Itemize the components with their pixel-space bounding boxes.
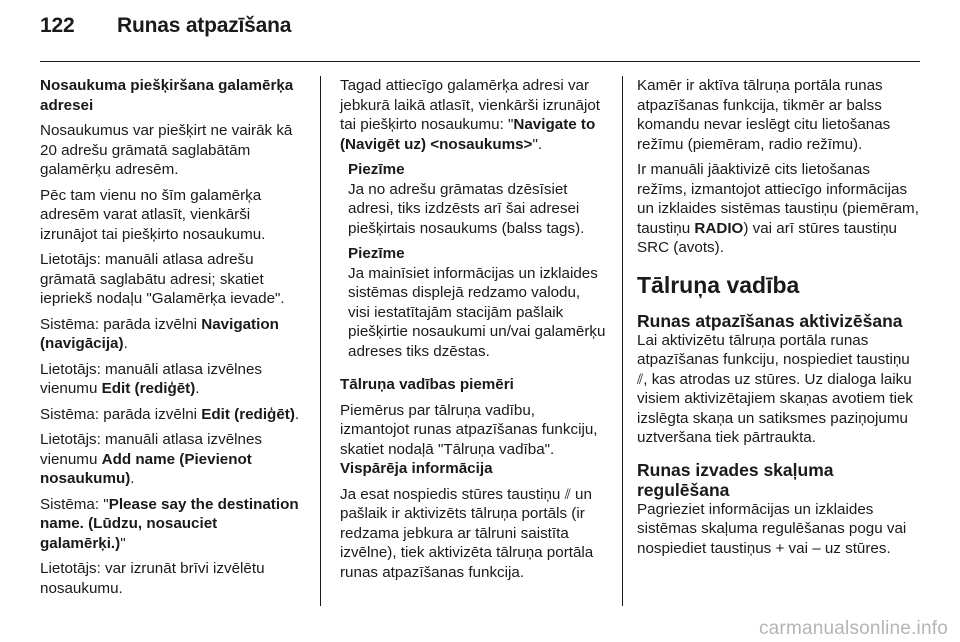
paragraph: Piemērus par tālruņa vadību, izmantojot runas atpazīšanas funkciju, skatiet nodaļā "Tālruņa vadība".	[340, 401, 598, 458]
note-text: Ja no adrešu grāmatas dzēsīsiet adresi, tiks izdzēsts arī šai adresei piešķirtais nosaukums (balss tags).	[348, 180, 585, 237]
column-divider-2	[622, 76, 623, 606]
column-divider-1	[320, 76, 321, 606]
paragraph: Lietotājs: manuāli atlasa izvēlnes vienumu Add name (Pievienot nosaukumu).	[40, 431, 263, 487]
paragraph: Sistēma: parāda izvēlni Edit (rediģēt).	[40, 405, 300, 423]
subheading-activation: Runas atpazīšanas aktivizēšana	[637, 310, 903, 331]
paragraph: Nosaukumus var piešķirt ne vairāk kā 20 adrešu grāmatā saglabātām galamērķu adresēm.	[40, 122, 293, 178]
voice-button-icon: ⫽	[637, 370, 644, 387]
paragraph: Ja esat nospiedis stūres taustiņu ⫽ un pašlaik ir aktivizēts tālruņa portāls (ir redzama jebkura ar tālruni saistīta izvēlne), tiek aktivizēta tālruņa portāla runas atpazīšanas funkcija.	[340, 485, 594, 581]
voice-button-icon: ⫽	[564, 485, 571, 502]
paragraph: Lai aktivizētu tālruņa portāla runas atpazīšanas funkciju, nospiediet taustiņu ⫽, kas atrodas uz stūres. Uz dialoga laiku visiem aktivizētajiem skaņas avotiem tiek izslēgta skaņa un satiksmes paziņojumu uztveršana tiek pārtraukta.	[637, 331, 914, 446]
paragraph: Ir manuāli jāaktivizē cits lietošanas režīms, izmantojot attiecīgo informācijas un izklaides sistēmas taustiņu (piemēram, taustiņu RADIO) vai arī stūres taustiņu SRC (avots).	[637, 161, 919, 256]
page-number: 122	[40, 14, 75, 37]
note-heading: Piezīme	[348, 161, 405, 178]
note-heading: Piezīme	[348, 245, 405, 262]
paragraph: Kamēr ir aktīva tālruņa portāla runas atpazīšanas funkcija, tikmēr ar balss komandu nevar ieslēgt citu lietošanas režīmu (piemēram, radio režīmu).	[637, 77, 891, 153]
paragraph: Lietotājs: manuāli atlasa adrešu grāmatā saglabātu adresi; skatiet iepriekš nodaļu "Galamērķa ievade".	[40, 251, 285, 307]
subheading-volume: Runas izvades skaļuma regulēšana	[637, 459, 834, 500]
header-rule	[40, 61, 920, 62]
section-heading-name-assignment: Nosaukuma piešķiršana galamērķa adresei	[40, 77, 294, 114]
chapter-heading-phone-control: Tālruņa vadība	[637, 271, 800, 298]
paragraph: Lietotājs: var izrunāt brīvi izvēlētu nosaukumu.	[40, 560, 265, 597]
page-title: Runas atpazīšana	[117, 14, 292, 37]
note-text: Ja mainīsiet informācijas un izklaides sistēmas displejā redzamo valodu, visi iestatītajām stacijām pašlaik piešķirtie nosaukumi un/vai galamērķu adreses tiks dzēstas.	[348, 264, 606, 360]
paragraph: Sistēma: "Please say the destination name. (Lūdzu, nosauciet galamērķi.)"	[40, 495, 299, 552]
paragraph: Pagrieziet informācijas un izklaides sistēmas skaļuma regulēšanas pogu vai nospiediet taustiņus + vai – uz stūres.	[637, 500, 907, 557]
paragraph: Sistēma: parāda izvēlni Navigation (navigācija).	[40, 315, 279, 352]
paragraph: Pēc tam vienu no šīm galamērķa adresēm varat atlasīt, vienkārši izrunājot tai piešķirto nosaukumu.	[40, 186, 266, 243]
paragraph: Lietotājs: manuāli atlasa izvēlnes vienumu Edit (rediģēt).	[40, 360, 263, 397]
note-box-1	[340, 160, 606, 238]
section-heading-general-info: Vispārēja informācija	[340, 460, 493, 477]
watermark: carmanualsonline.info	[758, 618, 948, 639]
paragraph: Tagad attiecīgo galamērķa adresi var jebkurā laikā atlasīt, vienkārši izrunājot tai piešķirto nosaukumu: "Navigate to (Navigēt uz) <nosaukums>".	[340, 77, 600, 153]
column-2	[340, 76, 606, 588]
column-3	[637, 76, 920, 564]
note-box-2	[340, 244, 606, 361]
section-heading-phone-examples: Tālruņa vadības piemēri	[340, 376, 514, 393]
page-header	[40, 14, 291, 38]
column-1	[40, 76, 303, 604]
